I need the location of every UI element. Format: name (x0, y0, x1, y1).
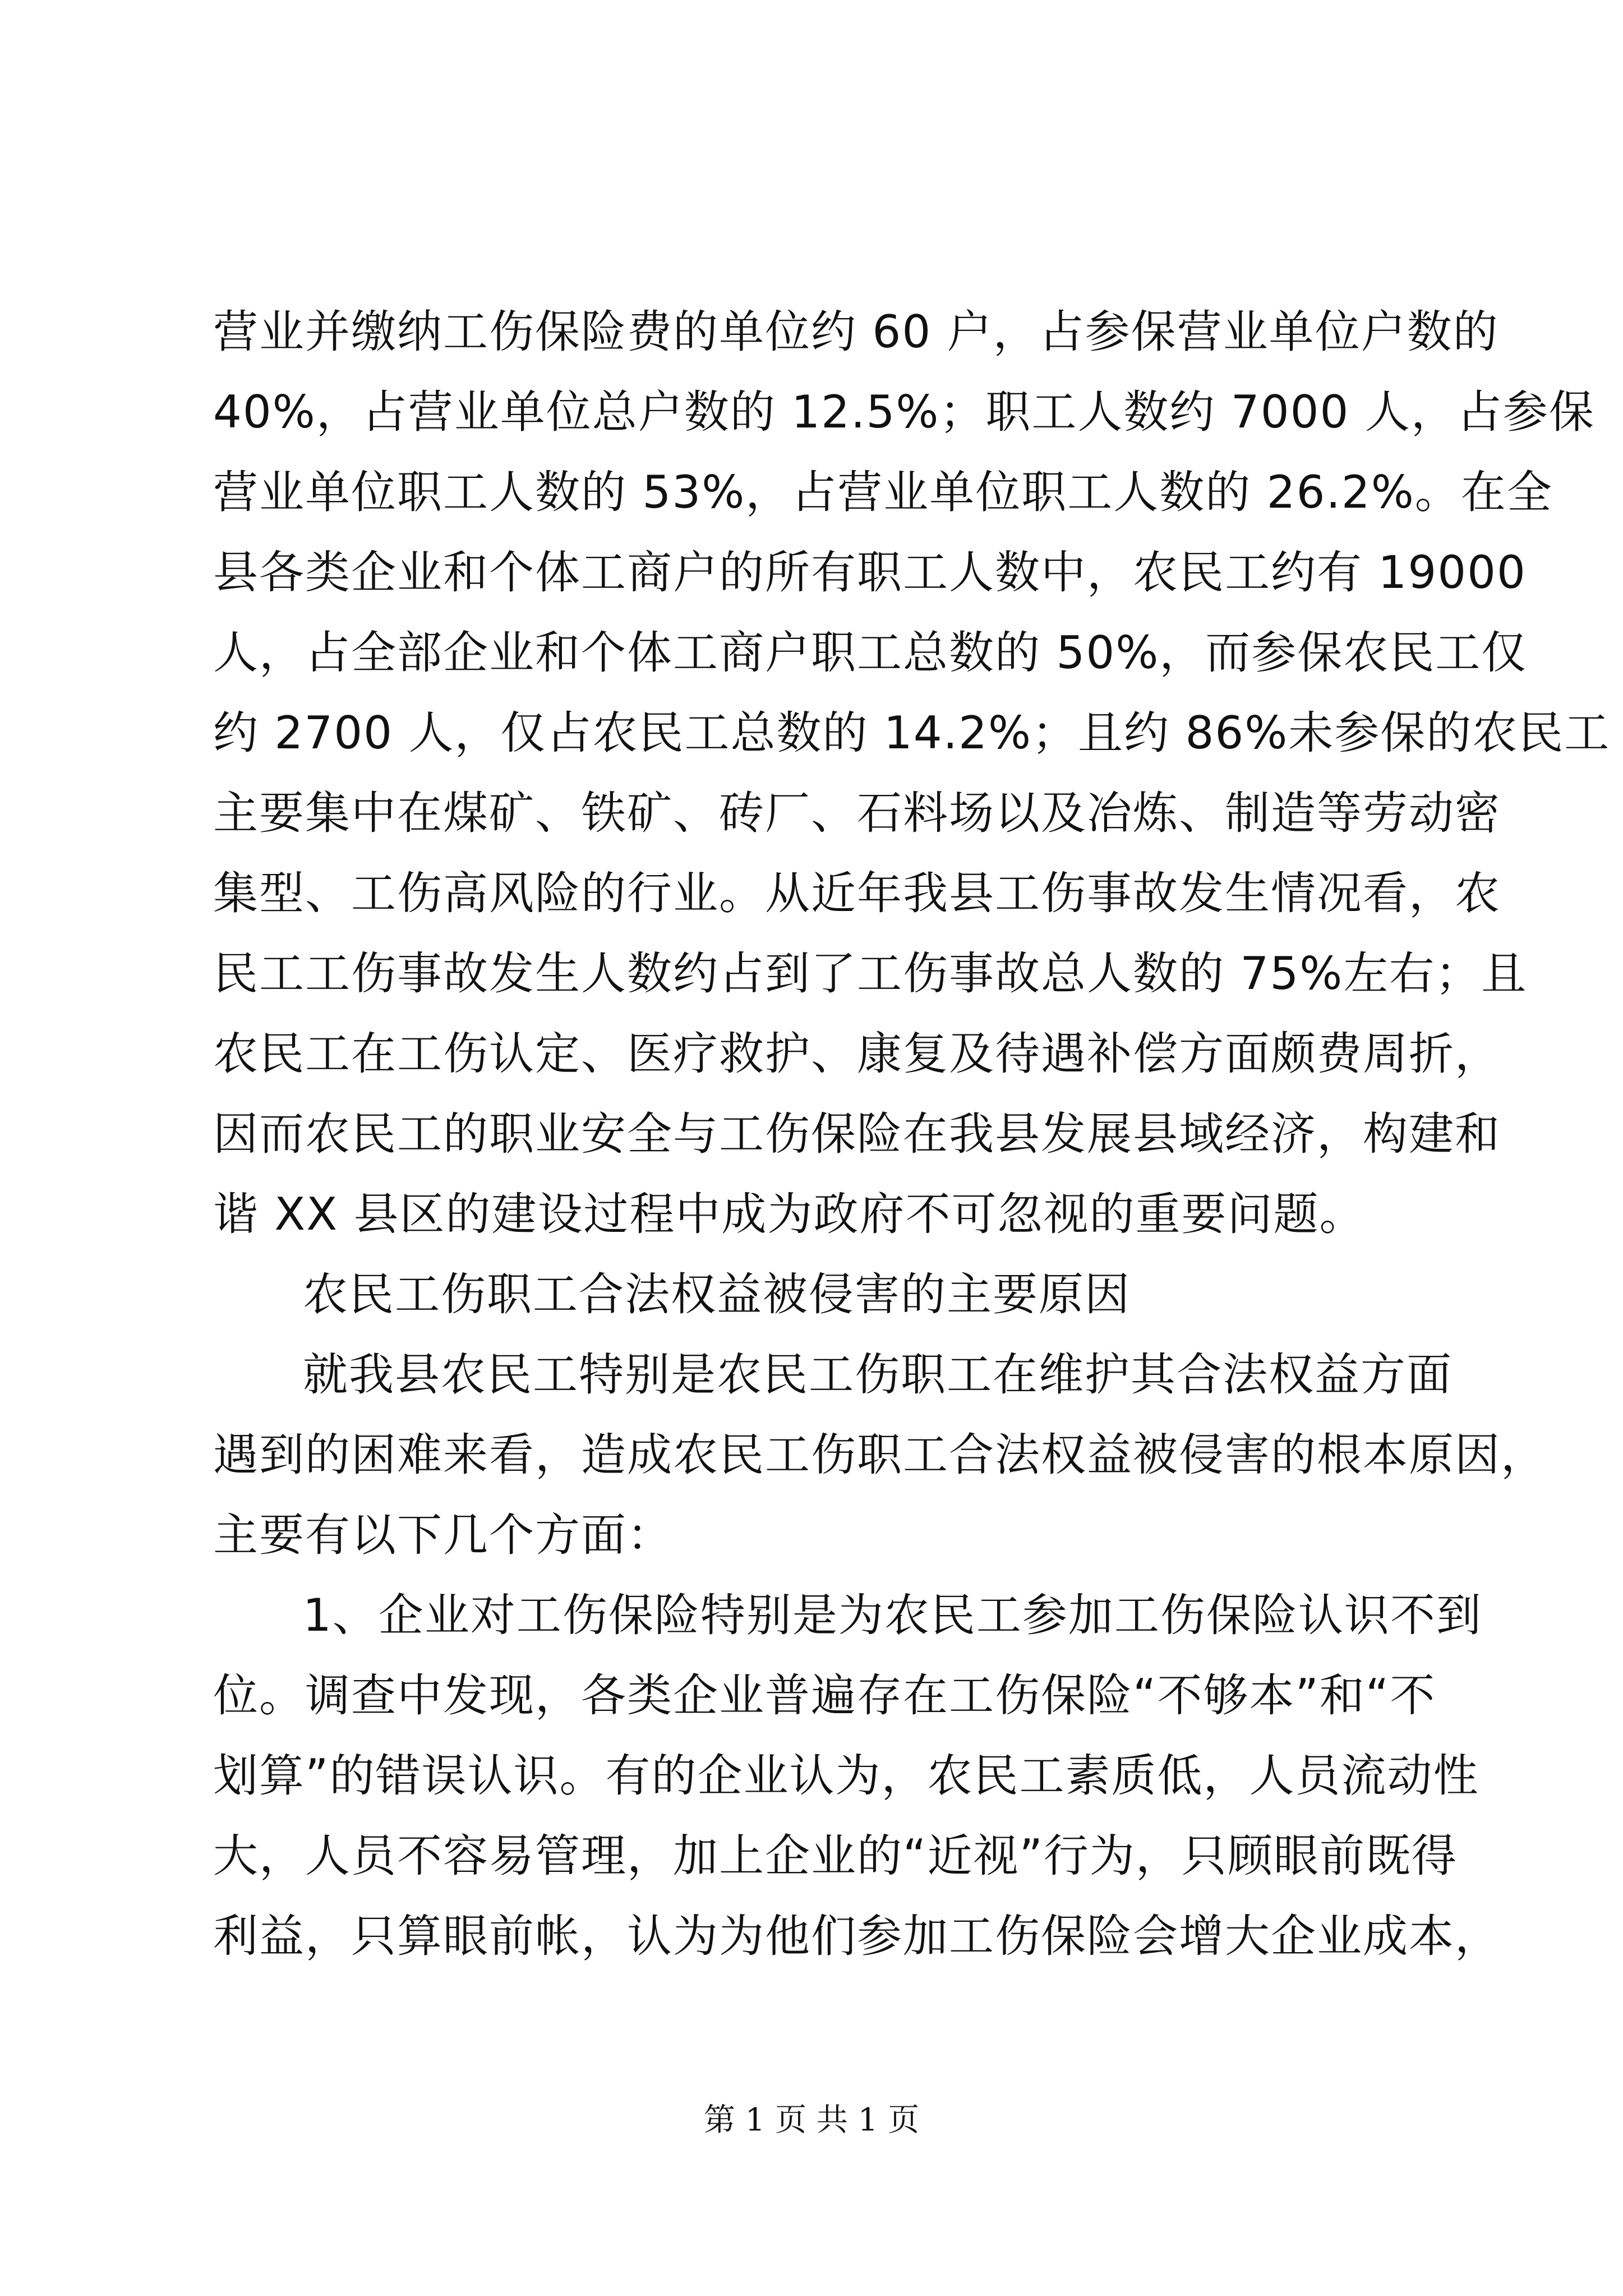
text-line: 划算”的错误认识。有的企业认为，农民工素质低，人员流动性 (213, 1750, 1479, 1802)
text-line: 主要有以下几个方面： (213, 1509, 673, 1561)
text-line: 谐 XX 县区的建设过程中成为政府不可忽视的重要问题。 (213, 1188, 1366, 1240)
text-line: 因而农民工的职业安全与工伤保险在我县发展县域经济，构建和 (213, 1108, 1501, 1160)
text-line: 营业单位职工人数的 53%，占营业单位职工人数的 26.2%。在全 (213, 466, 1553, 518)
text-line: 位。调查中发现，各类企业普遍存在工伤保险“不够本”和“不 (213, 1669, 1436, 1722)
text-line: 人，占全部企业和个体工商户职工总数的 50%，而参保农民工仅 (213, 627, 1528, 679)
text-line: 县各类企业和个体工商户的所有职工人数中，农民工约有 19000 (213, 546, 1527, 599)
text-line: 1、企业对工伤保险特别是为农民工参加工伤保险认识不到 (303, 1589, 1482, 1641)
text-line: 利益，只算眼前帐，认为为他们参加工伤保险会增大企业成本， (213, 1910, 1501, 1962)
text-line: 大，人员不容易管理，加上企业的“近视”行为，只顾眼前既得 (213, 1830, 1458, 1882)
text-line: 40%，占营业单位总户数的 12.5%；职工人数约 7000 人，占参保 (213, 386, 1595, 438)
text-line: 约 2700 人，仅占农民工总数的 14.2%；且约 86%未参保的农民工 (213, 707, 1611, 759)
body-text (213, 292, 1611, 1976)
page-number-footer: 第 1 页 共 1 页 (703, 2102, 920, 2138)
text-line: 就我县农民工特别是农民工伤职工在维护其合法权益方面 (303, 1349, 1453, 1401)
text-line: 主要集中在煤矿、铁矿、砖厂、石料场以及冶炼、制造等劳动密 (213, 787, 1501, 839)
text-line: 遇到的困难来看，造成农民工伤职工合法权益被侵害的根本原因， (213, 1429, 1547, 1481)
text-line: 农民工在工伤认定、医疗救护、康复及待遇补偿方面颇费周折， (213, 1028, 1501, 1080)
text-line: 营业并缴纳工伤保险费的单位约 60 户，占参保营业单位户数的 (213, 306, 1499, 358)
section-heading: 农民工伤职工合法权益被侵害的主要原因 (303, 1268, 1131, 1320)
text-line: 集型、工伤高风险的行业。从近年我县工伤事故发生情况看，农 (213, 867, 1501, 919)
text-line: 民工工伤事故发生人数约占到了工伤事故总人数的 75%左右；且 (213, 947, 1528, 1000)
